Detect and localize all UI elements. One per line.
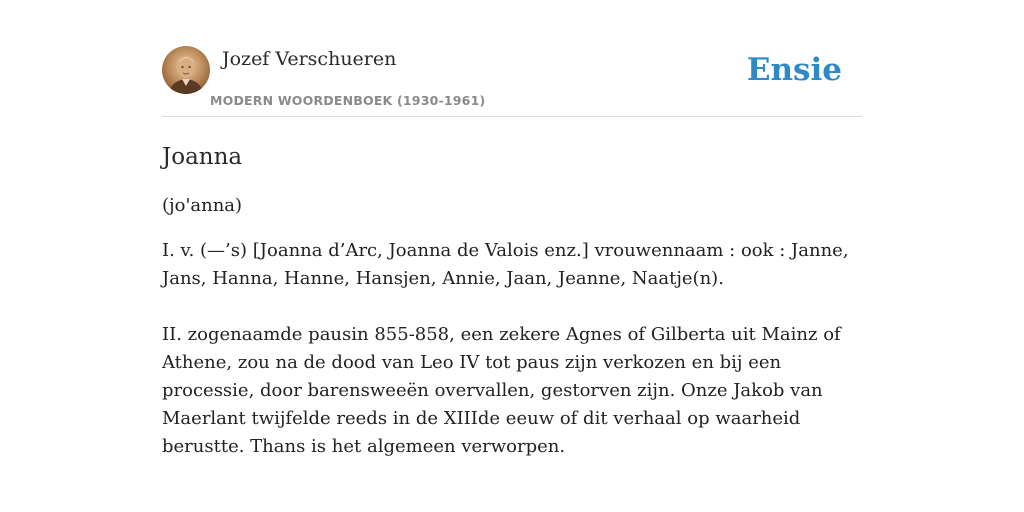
brand-logo[interactable]: Ensie (746, 52, 842, 88)
portrait-icon (162, 46, 210, 94)
entry-pronunciation: (jo'anna) (162, 195, 243, 216)
entry-title: Joanna (162, 144, 243, 170)
entry-card (162, 46, 862, 461)
source-label[interactable]: MODERN WOORDENBOEK (1930-1961) (210, 93, 486, 108)
entry-definition-2: II. zogenaamde pausin 855-858, een zekere Agnes of Gilberta uit Mainz of Athene, zou na de dood van Leo IV tot paus zijn verkozen en bij een processie, door barensweeën overvallen, gestorven zijn. Onze Jakob van Maerlant twijfelde reeds in de XIIIde eeuw of dit verhaal op waarheid berustte. Thans is het algemeen verworpen. (162, 324, 841, 457)
entry-definition-1: I. v. (—’s) [Joanna d’Arc, Joanna de Valois enz.] vrouwennaam : ook : Janne, Jans, Hanna, Hanne, Hansjen, Annie, Jaan, Jeanne, Naatje(n). (162, 240, 849, 289)
author-avatar[interactable] (162, 46, 210, 94)
author-name[interactable]: Jozef Verschueren (222, 48, 397, 70)
entry-header (162, 46, 862, 117)
